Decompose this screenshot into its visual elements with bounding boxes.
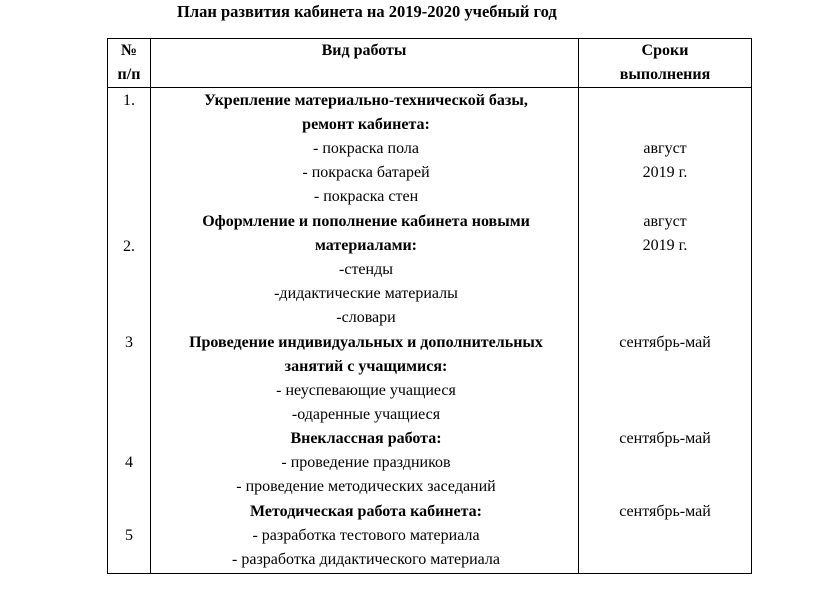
row1-heading-line2: ремонт кабинета:	[302, 116, 430, 133]
row3-heading-line1: Проведение индивидуальных и дополнительных	[189, 334, 543, 351]
row4-term: сентябрь-май	[619, 430, 711, 447]
row4-item: - проведение праздников	[281, 454, 451, 471]
row5-item: - разработка тестового материала	[252, 527, 480, 544]
row-num-2: 2.	[123, 238, 135, 255]
row3-term: сентябрь-май	[619, 334, 711, 351]
header-num-line1: №	[120, 42, 138, 59]
header-terms-line2: выполнения	[619, 66, 711, 83]
row3-heading-line2: занятий с учащимися:	[284, 358, 448, 375]
row2-heading-line2: материалами:	[314, 237, 418, 254]
row1-term-line2: 2019 г.	[642, 164, 688, 181]
row3-item: - неуспевающие учащиеся	[276, 382, 456, 399]
row-num-1: 1.	[123, 92, 135, 109]
row5-item: - разработка дидактического материала	[232, 551, 500, 568]
header-num-line2: п/п	[117, 66, 141, 83]
column-divider-1	[150, 39, 151, 573]
row5-term: сентябрь-май	[619, 503, 711, 520]
plan-table	[107, 38, 752, 574]
row2-item: -словари	[336, 309, 396, 326]
header-terms-line1: Сроки	[641, 42, 689, 59]
row1-item: - покраска стен	[313, 188, 419, 205]
row1-heading-line1: Укрепление материально-технической базы,	[204, 92, 528, 109]
row4-item: - проведение методических заседаний	[236, 478, 496, 495]
page-title: План развития кабинета на 2019-2020 учебный год	[177, 2, 557, 21]
row2-item: -стенды	[339, 261, 393, 278]
row1-item: - покраска батарей	[302, 164, 430, 181]
row2-term-line2: 2019 г.	[642, 237, 688, 254]
row-num-3: 3	[125, 334, 133, 351]
row-num-4: 4	[125, 454, 133, 471]
header-work: Вид работы	[321, 42, 407, 59]
header-divider	[108, 87, 751, 88]
row1-term-line1: август	[643, 140, 687, 157]
column-divider-2	[578, 39, 579, 573]
row4-heading-line1: Внеклассная работа:	[290, 430, 442, 447]
row1-item: - покраска пола	[313, 140, 419, 157]
row-num-5: 5	[125, 527, 133, 544]
row3-item: -одаренные учащиеся	[291, 406, 441, 423]
row2-heading-line1: Оформление и пополнение кабинета новыми	[202, 213, 530, 230]
row2-item: -дидактические материалы	[274, 285, 458, 302]
row2-term-line1: август	[643, 213, 687, 230]
row5-heading-line1: Методическая работа кабинета:	[250, 503, 482, 520]
